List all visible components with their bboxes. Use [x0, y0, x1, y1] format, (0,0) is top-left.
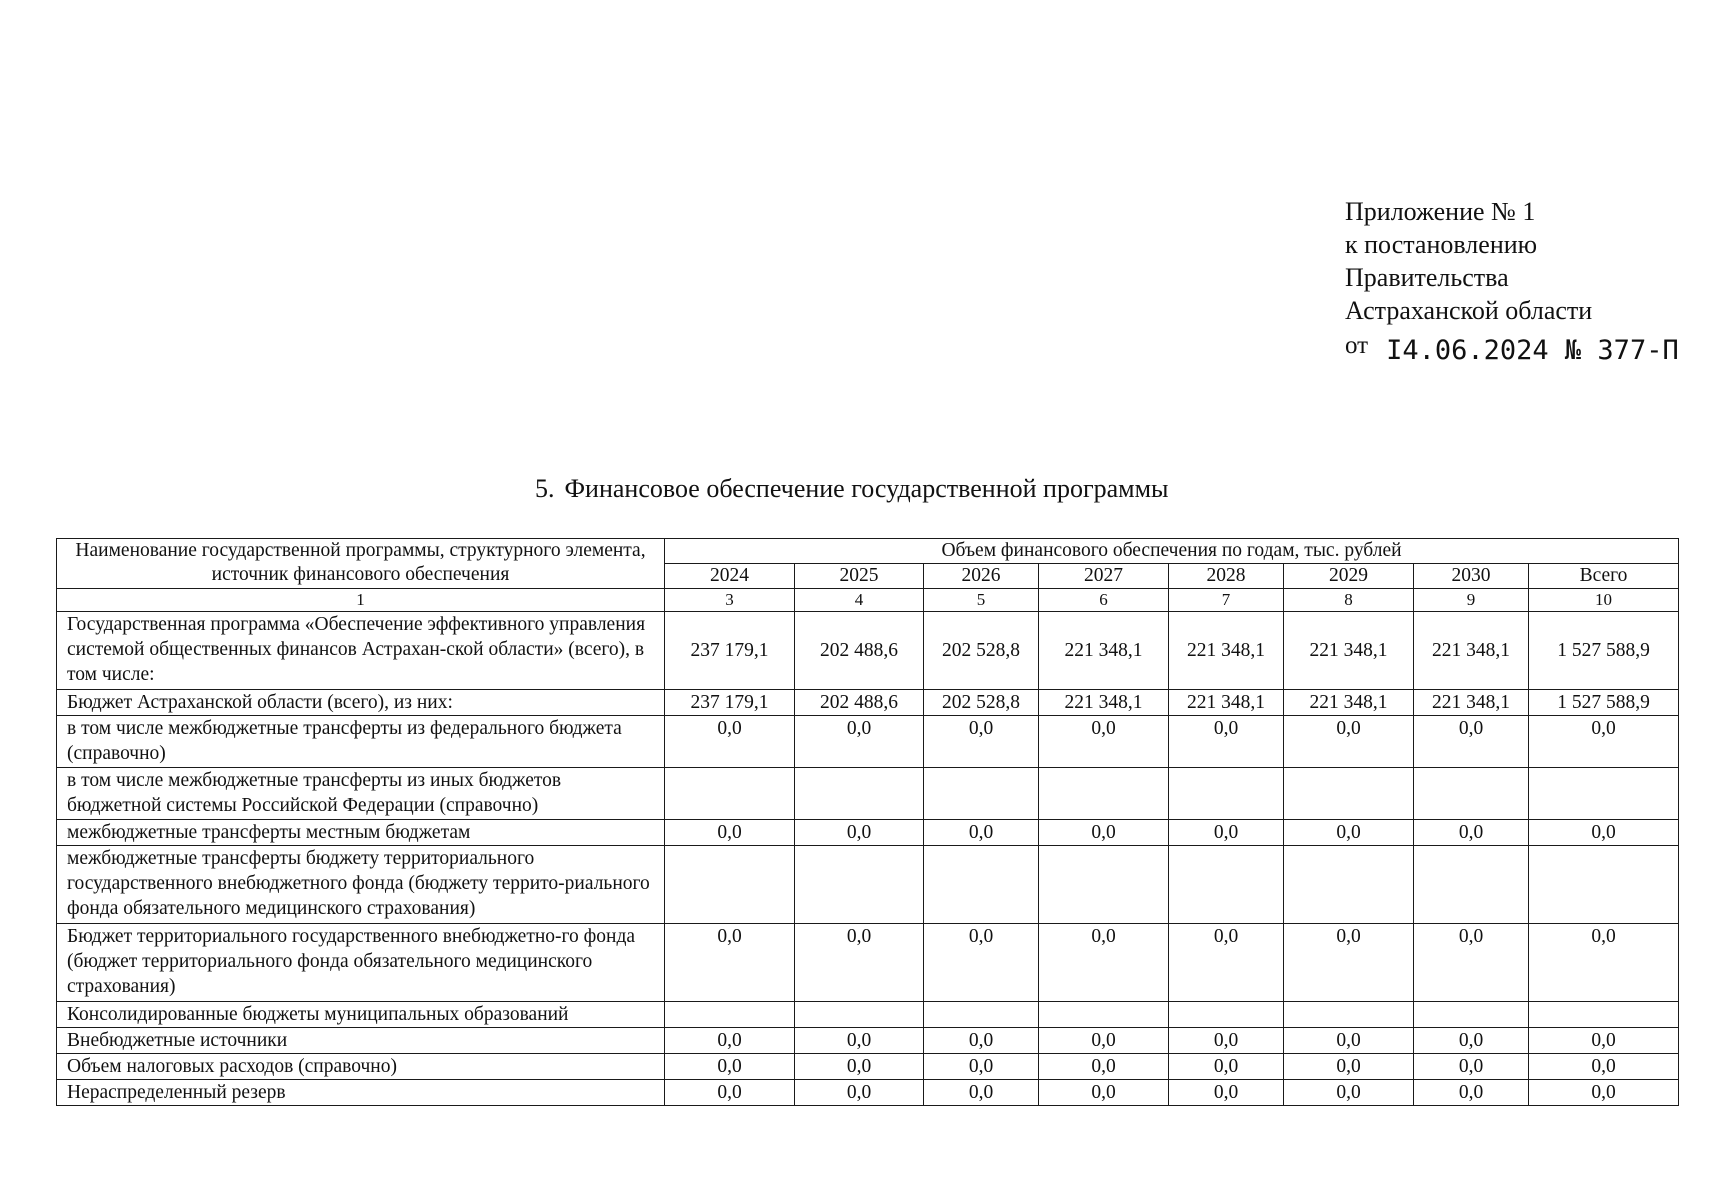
value-cell: 0,0	[1414, 716, 1529, 768]
appendix-line: Правительства	[1345, 263, 1509, 292]
value-cell: 0,0	[924, 1028, 1039, 1054]
financing-table	[56, 538, 1679, 1106]
value-cell: 0,0	[665, 820, 795, 846]
column-number: 7	[1169, 589, 1284, 612]
appendix-line: Астраханской области	[1345, 296, 1593, 325]
value-cell: 0,0	[795, 716, 924, 768]
year-cell: 2029	[1284, 564, 1414, 589]
value-cell: 221 348,1	[1039, 612, 1169, 690]
value-cell: 0,0	[924, 716, 1039, 768]
value-cell	[665, 768, 795, 820]
value-cell	[665, 846, 795, 924]
column-number-row	[57, 589, 1679, 612]
column-number: 8	[1284, 589, 1414, 612]
table-row	[57, 924, 1679, 1002]
value-cell: 221 348,1	[1414, 612, 1529, 690]
column-number: 6	[1039, 589, 1169, 612]
value-cell: 0,0	[924, 924, 1039, 1002]
value-cell: 0,0	[1039, 716, 1169, 768]
value-cell: 221 348,1	[1169, 690, 1284, 716]
year-cell: 2024	[665, 564, 795, 589]
value-cell: 0,0	[1529, 1080, 1679, 1106]
row-name-cell: Нераспределенный резерв	[57, 1080, 665, 1106]
value-cell: 0,0	[795, 1028, 924, 1054]
value-cell: 0,0	[1284, 1028, 1414, 1054]
value-cell: 0,0	[1414, 820, 1529, 846]
value-cell	[1284, 1002, 1414, 1028]
column-number: 5	[924, 589, 1039, 612]
row-name-cell: межбюджетные трансферты бюджету территориального государственного внебюджетного фонда (бюджету террито-риального фонда обязательного медицинского страхования)	[57, 846, 665, 924]
resolution-date-line	[1345, 329, 1679, 367]
value-cell: 0,0	[795, 820, 924, 846]
value-cell: 202 528,8	[924, 690, 1039, 716]
table-body	[57, 612, 1679, 1106]
year-cell: 2025	[795, 564, 924, 589]
value-cell	[1414, 768, 1529, 820]
value-cell: 0,0	[1529, 1028, 1679, 1054]
value-cell: 0,0	[1284, 820, 1414, 846]
value-cell: 221 348,1	[1284, 612, 1414, 690]
appendix-block	[1345, 195, 1679, 367]
value-cell: 0,0	[1169, 820, 1284, 846]
value-cell: 0,0	[795, 1054, 924, 1080]
value-cell: 0,0	[1284, 924, 1414, 1002]
table-row	[57, 768, 1679, 820]
table-row	[57, 1002, 1679, 1028]
value-cell: 0,0	[1039, 820, 1169, 846]
value-cell: 0,0	[924, 1054, 1039, 1080]
section-title	[535, 474, 1169, 504]
value-cell	[795, 768, 924, 820]
value-cell: 0,0	[1169, 1028, 1284, 1054]
value-cell: 0,0	[1414, 1028, 1529, 1054]
value-cell: 0,0	[795, 924, 924, 1002]
appendix-line: Приложение № 1	[1345, 197, 1536, 226]
value-cell: 0,0	[924, 1080, 1039, 1106]
row-name-cell: Государственная программа «Обеспечение эффективного управления системой общественных финансов Астрахан-ской области» (всего), в том числе:	[57, 612, 665, 690]
value-cell: 0,0	[1284, 716, 1414, 768]
value-cell	[795, 846, 924, 924]
table-row	[57, 1080, 1679, 1106]
row-name-cell: Бюджет Астраханской области (всего), из них:	[57, 690, 665, 716]
value-cell: 0,0	[1039, 1080, 1169, 1106]
value-cell: 0,0	[1529, 820, 1679, 846]
value-cell	[924, 768, 1039, 820]
value-cell: 0,0	[1039, 924, 1169, 1002]
value-cell: 0,0	[665, 924, 795, 1002]
value-cell	[1039, 768, 1169, 820]
value-cell: 202 488,6	[795, 690, 924, 716]
table-row	[57, 820, 1679, 846]
row-name-cell: Объем налоговых расходов (справочно)	[57, 1054, 665, 1080]
value-cell: 0,0	[1414, 1054, 1529, 1080]
value-cell: 221 348,1	[1284, 690, 1414, 716]
appendix-line: к постановлению	[1345, 230, 1538, 259]
value-cell: 0,0	[665, 716, 795, 768]
value-cell	[924, 846, 1039, 924]
value-cell: 0,0	[665, 1028, 795, 1054]
row-name-cell: в том числе межбюджетные трансферты из иных бюджетов бюджетной системы Российской Федерации (справочно)	[57, 768, 665, 820]
column-number: 1	[57, 589, 665, 612]
value-cell	[924, 1002, 1039, 1028]
table-row	[57, 846, 1679, 924]
row-name-cell: Консолидированные бюджеты муниципальных образований	[57, 1002, 665, 1028]
value-cell: 0,0	[665, 1080, 795, 1106]
value-cell	[1169, 1002, 1284, 1028]
value-cell	[1039, 846, 1169, 924]
value-cell	[1414, 1002, 1529, 1028]
section-number: 5.	[535, 474, 555, 503]
value-cell	[1414, 846, 1529, 924]
value-cell: 221 348,1	[1414, 690, 1529, 716]
date-prefix: от	[1345, 332, 1369, 359]
header-row	[57, 539, 1679, 564]
resolution-date-stamp: I4.06.2024 № 377-П	[1386, 335, 1679, 366]
table-row	[57, 1028, 1679, 1054]
value-cell: 1 527 588,9	[1529, 612, 1679, 690]
year-cell: 2027	[1039, 564, 1169, 589]
value-cell: 221 348,1	[1039, 690, 1169, 716]
table-row	[57, 716, 1679, 768]
value-cell	[1284, 846, 1414, 924]
value-cell: 0,0	[1169, 716, 1284, 768]
value-cell: 0,0	[1529, 716, 1679, 768]
year-cell: 2030	[1414, 564, 1529, 589]
table-row	[57, 612, 1679, 690]
value-cell: 0,0	[795, 1080, 924, 1106]
value-cell: 237 179,1	[665, 690, 795, 716]
value-cell	[1284, 768, 1414, 820]
table-row	[57, 690, 1679, 716]
row-name-cell: в том числе межбюджетные трансферты из федерального бюджета (справочно)	[57, 716, 665, 768]
value-cell: 202 488,6	[795, 612, 924, 690]
column-number: 9	[1414, 589, 1529, 612]
value-cell: 0,0	[665, 1054, 795, 1080]
row-name-cell: Бюджет территориального государственного внебюджетно-го фонда (бюджет территориального фонда обязательного медицинского страхования)	[57, 924, 665, 1002]
value-cell: 0,0	[1169, 1054, 1284, 1080]
value-cell: 0,0	[1039, 1028, 1169, 1054]
value-cell: 237 179,1	[665, 612, 795, 690]
value-cell: 221 348,1	[1169, 612, 1284, 690]
value-cell: 0,0	[1529, 924, 1679, 1002]
column-number: 3	[665, 589, 795, 612]
value-cell: 0,0	[1169, 1080, 1284, 1106]
value-cell: 0,0	[1414, 924, 1529, 1002]
value-cell: 0,0	[924, 820, 1039, 846]
column-number: 10	[1529, 589, 1679, 612]
value-cell: 0,0	[1529, 1054, 1679, 1080]
section-title-text: Финансовое обеспечение государственной программы	[564, 474, 1169, 503]
value-cell: 0,0	[1284, 1054, 1414, 1080]
total-header-cell: Всего	[1529, 564, 1679, 589]
row-name-cell: Внебюджетные источники	[57, 1028, 665, 1054]
value-cell	[665, 1002, 795, 1028]
value-cell: 0,0	[1169, 924, 1284, 1002]
value-cell: 0,0	[1039, 1054, 1169, 1080]
value-cell	[1529, 846, 1679, 924]
header-volume-cell: Объем финансового обеспечения по годам, тыс. рублей	[665, 539, 1679, 564]
table-row	[57, 1054, 1679, 1080]
year-cell: 2026	[924, 564, 1039, 589]
header-name-cell: Наименование государственной программы, структурного элемента, источник финансового обеспечения	[57, 539, 665, 589]
row-name-cell: межбюджетные трансферты местным бюджетам	[57, 820, 665, 846]
year-cell: 2028	[1169, 564, 1284, 589]
value-cell: 1 527 588,9	[1529, 690, 1679, 716]
value-cell	[1529, 768, 1679, 820]
value-cell: 0,0	[1284, 1080, 1414, 1106]
value-cell: 202 528,8	[924, 612, 1039, 690]
value-cell	[1529, 1002, 1679, 1028]
value-cell: 0,0	[1414, 1080, 1529, 1106]
column-number: 4	[795, 589, 924, 612]
value-cell	[1039, 1002, 1169, 1028]
value-cell	[1169, 768, 1284, 820]
value-cell	[795, 1002, 924, 1028]
value-cell	[1169, 846, 1284, 924]
